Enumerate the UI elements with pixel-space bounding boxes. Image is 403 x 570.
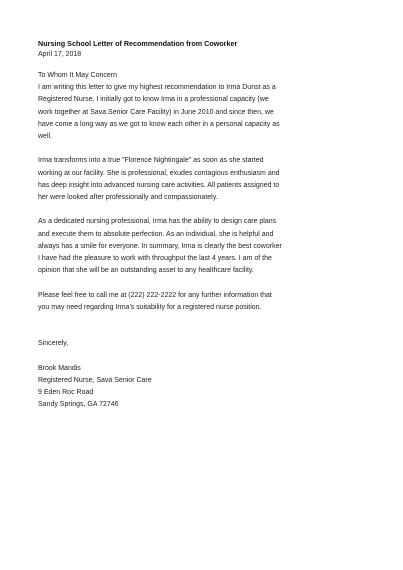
paragraph-line: Registered Nurse. I initially got to know Irma in a professional capacity (we xyxy=(38,96,269,104)
paragraph-line: has deep insight into advanced nursing care activities. All patients assigned to xyxy=(38,181,280,189)
signer-city: Sandy Springs, GA 72746 xyxy=(38,401,119,409)
paragraph-spacer xyxy=(38,314,368,326)
paragraph-line: Please feel free to call me at (222) 222-2222 for any further information that xyxy=(38,291,272,299)
signer-street: 9 Eden Roc Road xyxy=(38,389,94,397)
paragraph-3 xyxy=(38,216,368,277)
signature-block xyxy=(38,363,368,412)
signer-title: Registered Nurse, Sava Senior Care xyxy=(38,376,152,384)
paragraph-line: and execute them to absolute perfection. As an individual, she is helpful and xyxy=(38,230,274,238)
paragraph-line: you may need regarding Irma's suitability for a registered nurse position. xyxy=(38,303,262,311)
paragraph-line: opinion that she will be an outstanding asset to any healthcare facility. xyxy=(38,267,254,275)
paragraph-line: As a dedicated nursing professional, Irma has the ability to design care plans xyxy=(38,218,277,226)
paragraph-line: always has a smile for everyone. In summary, Irma is clearly the best coworker xyxy=(38,242,282,250)
paragraph-spacer xyxy=(38,277,368,289)
paragraph-line: work together at Sava Senior Care Facility) in June 2010 and since then, we xyxy=(38,108,274,116)
paragraph-line: I am writing this letter to give my highest recommendation to Irma Dunst as a xyxy=(38,84,276,92)
paragraph-line: Irma transforms into a true "Florence Nightingale" as soon as she started xyxy=(38,157,264,165)
paragraph-line: well. xyxy=(38,133,53,141)
letter-body xyxy=(38,70,368,412)
paragraph-spacer xyxy=(38,351,368,363)
letter-date: April 17, 2018 xyxy=(38,51,82,58)
closing: Sincerely, xyxy=(38,340,69,348)
paragraph-line: her were looked after professionally and compassionately. xyxy=(38,194,218,202)
paragraph-line: working at our facility. She is professional, exudes contagious enthusiasm and xyxy=(38,169,280,177)
paragraph-line: have come a long way as we got to know each other in a personal capacity as xyxy=(38,120,280,128)
paragraph-spacer xyxy=(38,204,368,216)
salutation: To Whom It May Concern xyxy=(38,72,117,79)
paragraph-line: I have had the pleasure to work with throughput the last 4 years. I am of the xyxy=(38,255,272,263)
paragraph-1 xyxy=(38,82,368,143)
paragraph-2 xyxy=(38,155,368,204)
paragraph-4 xyxy=(38,290,368,314)
paragraph-spacer xyxy=(38,143,368,155)
document-title: Nursing School Letter of Recommendation from Coworker xyxy=(38,39,238,48)
paragraph-spacer xyxy=(38,326,368,338)
signer-name: Brook Mandis xyxy=(38,364,81,372)
